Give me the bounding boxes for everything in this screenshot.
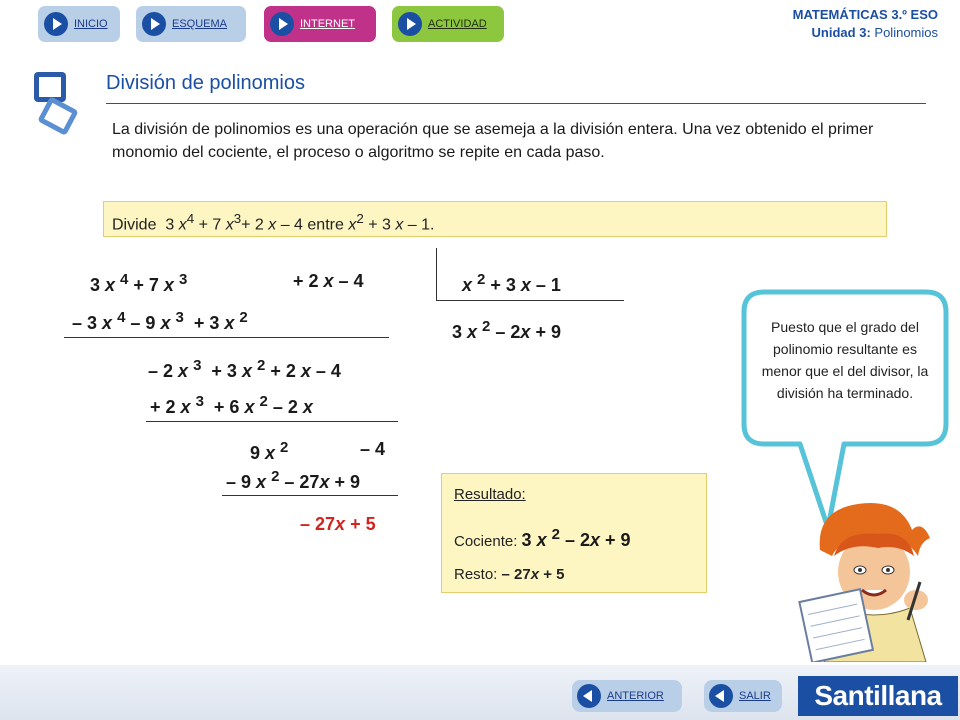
divisor-underline xyxy=(436,300,624,301)
division-vertical-line xyxy=(436,248,437,300)
step2-remainder-left: 9 x $^2$ xyxy=(250,439,289,463)
dividend-left: 3 x $^4$ + 7 x $^3$ xyxy=(90,271,188,295)
quotient: 3 x $^2$ – 2x + 9 xyxy=(452,318,561,342)
title-divider xyxy=(106,103,926,104)
prev-label: ANTERIOR xyxy=(607,690,664,702)
brand-logo: Santillana xyxy=(798,676,958,716)
step1-remainder: – 2 x $^3$ + 3 x $^2$ + 2 x – 4 xyxy=(148,357,341,381)
step1-line xyxy=(64,337,389,338)
nav-internet-label: INTERNET xyxy=(300,18,355,30)
subject-label: MATEMÁTICAS 3.º ESO xyxy=(792,7,938,22)
divisor: x $^2$ + 3 x – 1 xyxy=(462,271,561,295)
step3-line xyxy=(222,495,398,496)
back-arrow-icon xyxy=(709,684,733,708)
step1-subtrahend: – 3 x $^4$ – 9 x $^3$ + 3 x $^2$ xyxy=(72,309,248,333)
unit-label: Unidad 3: Polinomios xyxy=(811,25,938,40)
result-remainder: Resto: – 27x + 5 xyxy=(454,566,565,583)
slides-icon xyxy=(28,70,82,136)
exit-label: SALIR xyxy=(739,690,771,702)
exit-button[interactable] xyxy=(704,680,782,712)
final-remainder: – 27x + 5 xyxy=(300,514,376,534)
bubble-text: Puesto que el grado del polinomio resultante es menor que el del divisor, la división ha terminado. xyxy=(761,319,929,401)
nav-inicio-label: INICIO xyxy=(74,18,108,30)
course-header xyxy=(793,6,938,42)
play-icon xyxy=(270,12,294,36)
intro-paragraph: La división de polinomios es una operación que se asemeja a la división entera. Una vez obtenido el primer monomio del cociente, el proceso o algoritmo se repite en cada paso. xyxy=(112,121,874,161)
result-box: Resultado: Cociente: 3 x $^2$ – 2x + 9 Resto: – 27x + 5 xyxy=(441,473,707,593)
step2-remainder-right: – 4 xyxy=(360,439,386,459)
nav-actividad-button[interactable] xyxy=(392,6,504,42)
prev-button[interactable] xyxy=(572,680,682,712)
page-title: División de polinomios xyxy=(106,72,305,94)
nav-internet-button[interactable] xyxy=(264,6,376,42)
step3-subtrahend: – 9 x $^2$ – 27x + 9 xyxy=(226,468,360,492)
back-arrow-icon xyxy=(577,684,601,708)
task-box: Divide 3 $x^4 + 7$ $x^3+ 2$ x – 4 entre $x^2 + 3$ x – 1. xyxy=(103,201,887,237)
step2-subtrahend: + 2 x $^3$ + 6 x $^2$ – 2 x xyxy=(150,393,313,417)
play-icon xyxy=(142,12,166,36)
nav-esquema-button[interactable] xyxy=(136,6,246,42)
result-heading: Resultado xyxy=(454,486,522,503)
nav-actividad-label: ACTIVIDAD xyxy=(428,18,487,30)
student-illustration xyxy=(780,490,960,662)
play-icon xyxy=(398,12,422,36)
result-quotient: Cociente: 3 x $^2$ – 2x + 9 xyxy=(454,526,631,550)
dividend-right: + 2 x – 4 xyxy=(293,271,364,291)
step2-line xyxy=(146,421,398,422)
play-icon xyxy=(44,12,68,36)
nav-inicio-button[interactable] xyxy=(38,6,120,42)
nav-esquema-label: ESQUEMA xyxy=(172,18,228,30)
